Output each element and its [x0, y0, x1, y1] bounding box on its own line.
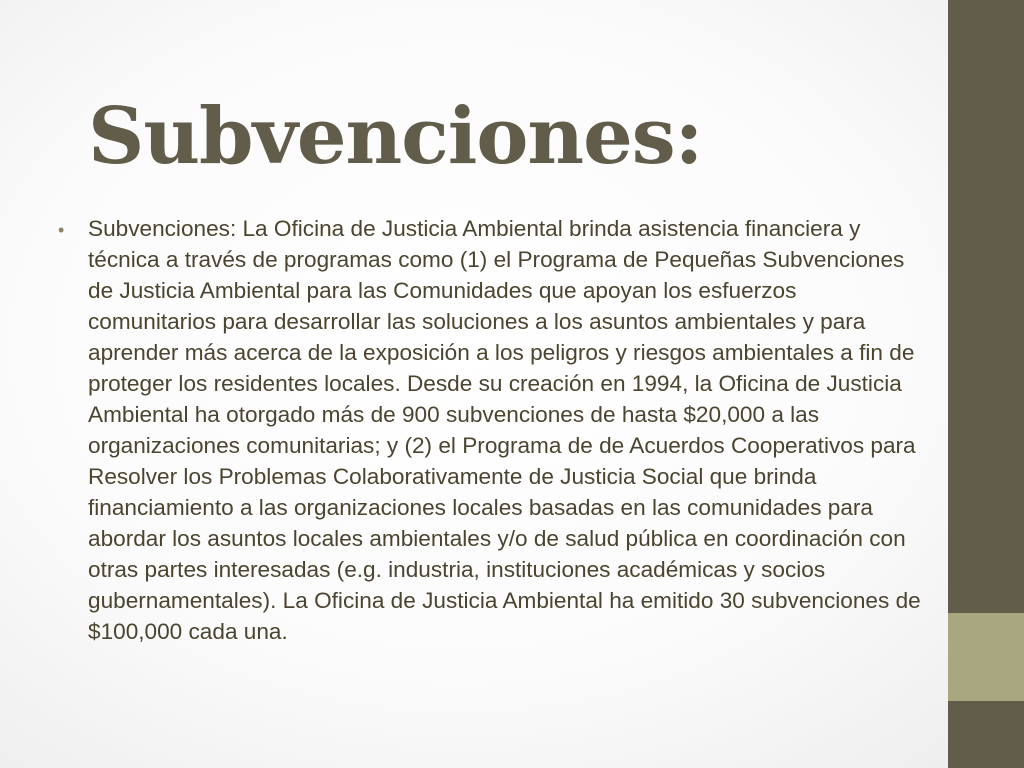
slide-title: Subvenciones: — [88, 91, 703, 182]
side-accent-block — [948, 613, 1024, 701]
bullet-item — [58, 213, 924, 647]
bullet-text: Subvenciones: La Oficina de Justicia Ambiental brinda asistencia financiera y técnica a través de programas como (1) el Programa de Pequeñas Subvenciones de Justicia Ambiental para las Comunidades que apoyan los esfuerzos comunitarios para desarrollar las soluciones a los asuntos ambientales y para aprender más acerca de la exposición a los peligros y riesgos ambientales a fin de proteger los residentes locales. Desde su creación en 1994, la Oficina de Justicia Ambiental ha otorgado más de 900 subvenciones de hasta $20,000 a las organizaciones comunitarias; y (2) el Programa de de Acuerdos Cooperativos para Resolver los Problemas Colaborativamente de Justicia Social que brinda financiamiento a las organizaciones locales basadas en las comunidades para abordar los asuntos locales ambientales y/o de salud pública en coordinación con otras partes interesadas (e.g. industria, instituciones académicas y socios gubernamentales). La Oficina de Justicia Ambiental ha emitido 30 subvenciones de $100,000 cada una. — [88, 216, 921, 644]
bullet-marker: • — [58, 220, 65, 240]
bullet-list — [58, 213, 924, 647]
